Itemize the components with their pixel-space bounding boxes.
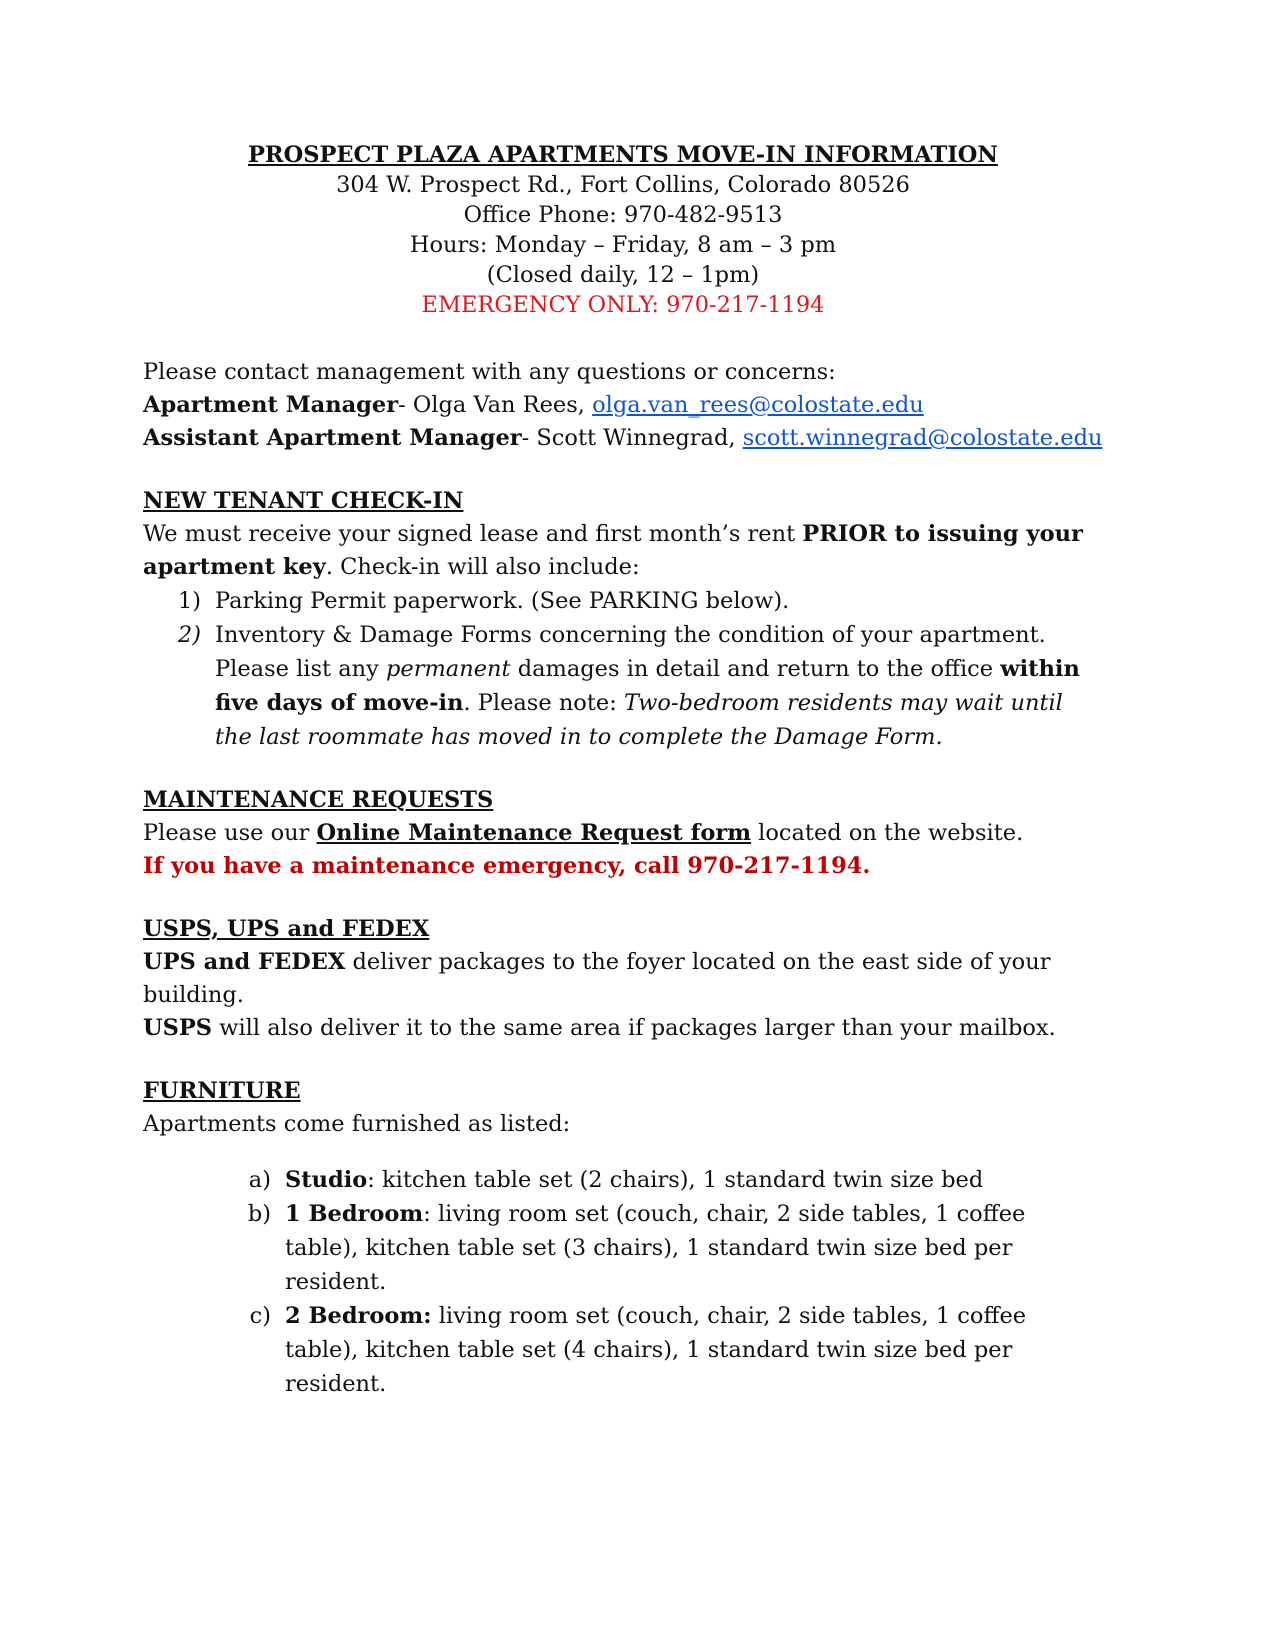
item-note: Two-bedroom residents may wait until the last roommate has moved in to complete the Damage Form. xyxy=(215,690,1063,750)
list-item xyxy=(243,1299,1103,1401)
maintenance-text-a: Please use our xyxy=(143,820,317,846)
delivery-text-2 xyxy=(143,1012,1103,1045)
list-item xyxy=(143,584,1103,618)
item-text-c: . Please note: xyxy=(463,690,624,716)
delivery-heading: USPS, UPS and FEDEX xyxy=(143,916,430,942)
assistant-name: - Scott Winnegrad, xyxy=(521,425,743,451)
item-text-a: Inventory & Damage Forms concerning the condition of your apartment. Please list any xyxy=(215,622,1046,682)
delivery-bold-1: UPS and FEDEX xyxy=(143,949,346,975)
item-label: Studio xyxy=(285,1167,368,1193)
delivery-section xyxy=(143,913,1103,1045)
closed-hours: (Closed daily, 12 – 1pm) xyxy=(486,262,760,288)
item-text: Parking Permit paperwork. (See PARKING below). xyxy=(215,588,790,614)
list-item xyxy=(143,618,1103,754)
furniture-intro: Apartments come furnished as listed: xyxy=(143,1111,571,1137)
delivery-plain-2: will also deliver it to the same area if packages larger than your mailbox. xyxy=(212,1015,1056,1041)
manager-line xyxy=(143,389,1103,422)
assistant-label: Assistant Apartment Manager xyxy=(143,425,522,451)
item-number: 2) xyxy=(177,622,201,648)
item-text xyxy=(285,1299,1103,1401)
emergency-phone: EMERGENCY ONLY: 970-217-1194 xyxy=(421,292,825,318)
item-number: b) xyxy=(247,1201,271,1227)
checkin-section xyxy=(143,485,1103,754)
delivery-plain-1: deliver packages to the foyer located on the east side of your building. xyxy=(143,949,1051,1008)
address: 304 W. Prospect Rd., Fort Collins, Colorado 80526 xyxy=(336,172,910,198)
manager-label: Apartment Manager xyxy=(143,392,399,418)
item-desc: : kitchen table set (2 chairs), 1 standard twin size bed xyxy=(367,1167,984,1193)
furniture-list xyxy=(243,1163,1103,1401)
header xyxy=(143,140,1103,320)
item-label: 1 Bedroom xyxy=(285,1201,424,1227)
manager-email-link[interactable]: olga.van_rees@colostate.edu xyxy=(592,392,924,418)
assistant-line xyxy=(143,422,1103,455)
manager-name: - Olga Van Rees, xyxy=(398,392,593,418)
item-number: c) xyxy=(249,1303,271,1329)
maintenance-text xyxy=(143,817,1103,850)
delivery-bold-2: USPS xyxy=(143,1015,213,1041)
furniture-heading: FURNITURE xyxy=(143,1078,301,1104)
maintenance-section xyxy=(143,784,1103,883)
item-number: a) xyxy=(248,1167,271,1193)
checkin-text-bold: PRIOR to issuing your apartment key xyxy=(143,521,1083,580)
document-page xyxy=(143,140,1103,1401)
item-label: 2 Bedroom: xyxy=(285,1303,432,1329)
checkin-text-a: We must receive your signed lease and first month’s rent xyxy=(143,521,803,547)
furniture-section xyxy=(143,1075,1103,1401)
contact-intro: Please contact management with any questions or concerns: xyxy=(143,359,836,385)
delivery-text-1 xyxy=(143,946,1103,1012)
assistant-email-link[interactable]: scott.winnegrad@colostate.edu xyxy=(742,425,1103,451)
maintenance-text-end: located on the website. xyxy=(751,820,1024,846)
item-text-italic: permanent xyxy=(385,656,511,682)
item-number: 1) xyxy=(177,588,201,614)
office-phone: Office Phone: 970-482-9513 xyxy=(463,202,783,228)
office-hours: Hours: Monday – Friday, 8 am – 3 pm xyxy=(409,232,837,258)
maintenance-heading: MAINTENANCE REQUESTS xyxy=(143,787,494,813)
item-text xyxy=(285,1197,1103,1299)
item-text xyxy=(215,618,1103,754)
item-text xyxy=(285,1163,983,1197)
item-desc: : living room set (couch, chair, 2 side tables, 1 coffee table), kitchen table set (3 chairs), 1 standard twin size bed per resident. xyxy=(285,1201,1026,1295)
list-item xyxy=(243,1163,1103,1197)
checkin-heading: NEW TENANT CHECK-IN xyxy=(143,488,464,514)
item-text-b: damages in detail and return to the office xyxy=(510,656,1001,682)
list-item xyxy=(243,1197,1103,1299)
item-desc: living room set (couch, chair, 2 side tables, 1 coffee table), kitchen table set (4 chairs), 1 standard twin size bed per resident. xyxy=(285,1303,1027,1397)
maintenance-emergency: If you have a maintenance emergency, call 970-217-1194. xyxy=(143,853,871,879)
checkin-text-end: . Check-in will also include: xyxy=(325,554,640,580)
page-title: PROSPECT PLAZA APARTMENTS MOVE-IN INFORMATION xyxy=(248,142,998,168)
checkin-text xyxy=(143,518,1103,584)
contact-section xyxy=(143,356,1103,455)
checkin-list xyxy=(143,584,1103,754)
item-text-bold: within five days of move-in xyxy=(215,656,1080,716)
maintenance-request-link[interactable]: Online Maintenance Request form xyxy=(316,820,751,846)
